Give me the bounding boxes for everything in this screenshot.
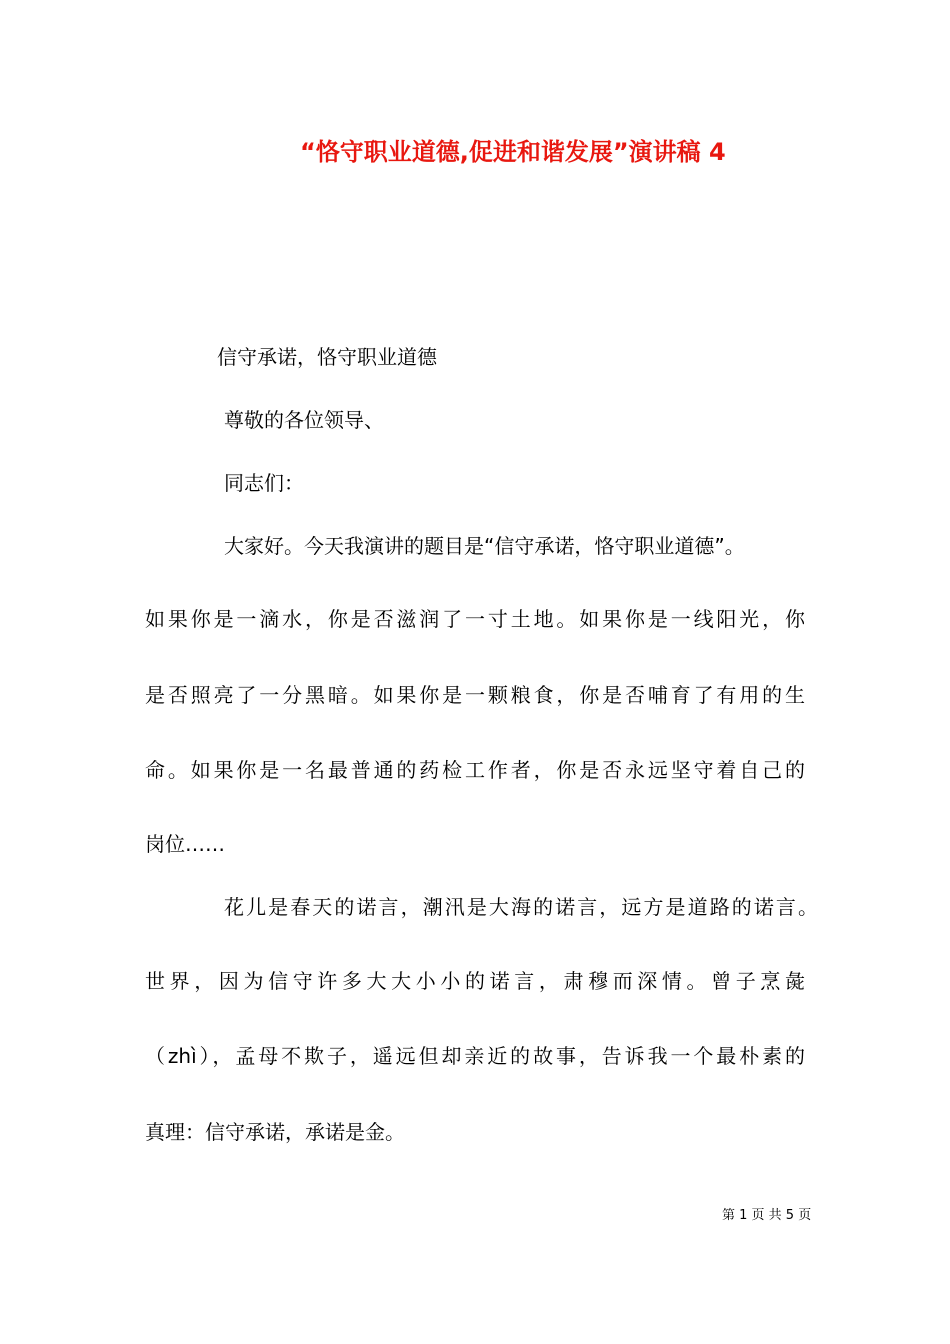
page-title: “恪守职业道德,促进和谐发展”演讲稿 4: [300, 138, 726, 166]
paragraph-line: 岗位……: [145, 832, 225, 856]
paragraph-line: 如果你是一滴水，你是否滋润了一寸土地。如果你是一线阳光，你: [145, 607, 805, 631]
page-number-footer: 第 1 页 共 5 页: [722, 1208, 812, 1223]
speech-subtitle: 信守承诺，恪守职业道德: [217, 345, 437, 369]
paragraph-line: 是否照亮了一分黑暗。如果你是一颗粮食，你是否哺育了有用的生: [145, 683, 805, 707]
paragraph-line: （zhì），孟母不欺子，遥远但却亲近的故事，告诉我一个最朴素的: [145, 1044, 805, 1068]
paragraph-line: 世界，因为信守许多大大小小的诺言，肃穆而深情。曾子烹彘: [145, 969, 805, 993]
paragraph-line: 真理：信守承诺，承诺是金。: [145, 1120, 405, 1144]
salutation-line-1: 尊敬的各位领导、: [224, 408, 384, 432]
paragraph-line: 花儿是春天的诺言，潮汛是大海的诺言，远方是道路的诺言。: [224, 895, 818, 919]
paragraph-line: 大家好。今天我演讲的题目是“信守承诺，恪守职业道德”。: [224, 534, 745, 558]
paragraph-line: 命。如果你是一名最普通的药检工作者，你是否永远坚守着自己的: [145, 758, 805, 782]
salutation-line-2: 同志们：: [224, 471, 304, 495]
